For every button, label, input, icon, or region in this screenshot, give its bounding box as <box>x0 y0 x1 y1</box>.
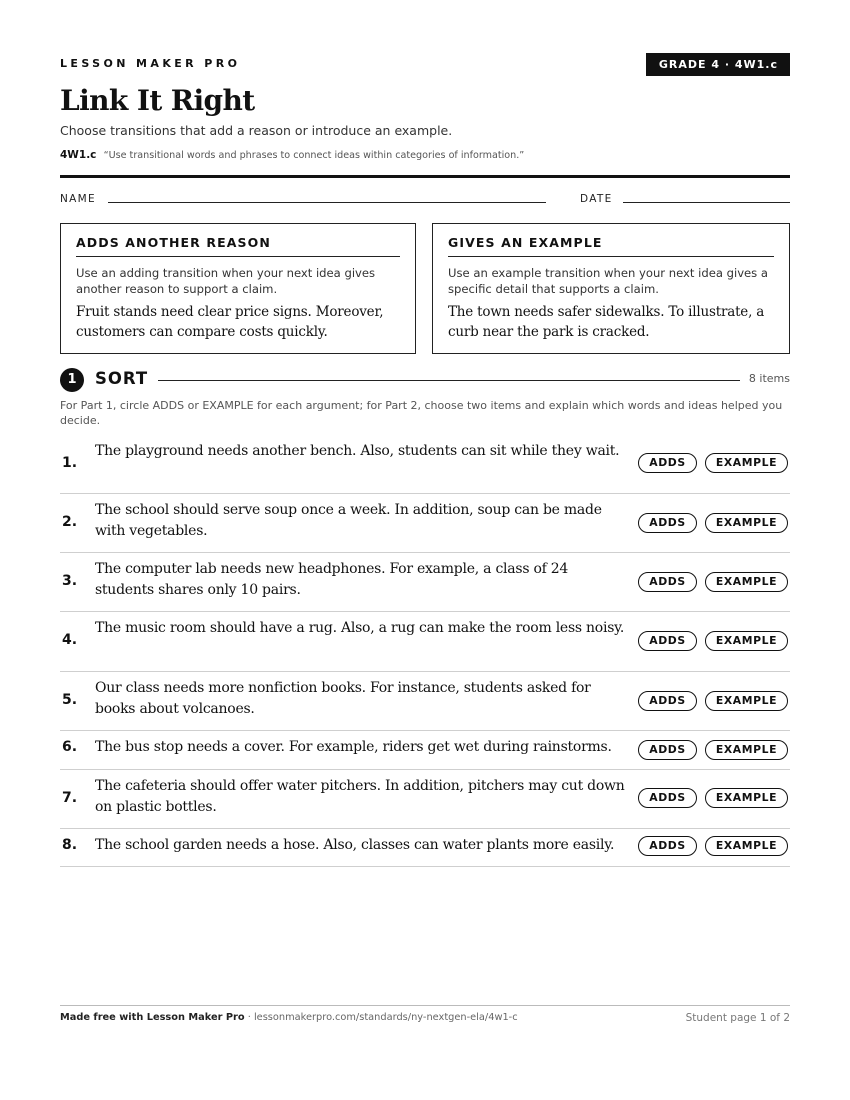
example-choice-button[interactable]: EXAMPLE <box>705 836 788 856</box>
example-choice-button[interactable]: EXAMPLE <box>705 631 788 651</box>
item-number: 6. <box>62 739 78 755</box>
page-title: Link It Right <box>60 84 255 117</box>
item-number: 7. <box>62 790 78 806</box>
list-item <box>60 553 790 612</box>
standard-text: “Use transitional words and phrases to connect ideas within categories of information.” <box>103 150 525 161</box>
item-number: 2. <box>62 514 78 530</box>
adds-choice-button[interactable]: ADDS <box>638 572 697 592</box>
list-item <box>60 829 790 867</box>
example-choice-button[interactable]: EXAMPLE <box>705 740 788 760</box>
example-choice-button[interactable]: EXAMPLE <box>705 691 788 711</box>
adds-choice-button[interactable]: ADDS <box>638 740 697 760</box>
header-divider <box>60 175 790 178</box>
list-item <box>60 672 790 731</box>
item-text: The school garden needs a hose. Also, classes can water plants more easily. <box>95 837 615 853</box>
rule-box-example: Fruit stands need clear price signs. Moreover, customers can compare costs quickly. <box>76 304 384 340</box>
rule-box-description: Use an adding transition when your next idea gives another reason to support a claim. <box>76 266 376 296</box>
section-title: SORT <box>95 369 149 388</box>
item-text: The music room should have a rug. Also, a rug can make the room less noisy. <box>95 620 625 636</box>
adds-choice-button[interactable]: ADDS <box>638 836 697 856</box>
footer-divider <box>60 1005 790 1006</box>
item-number: 8. <box>62 837 78 853</box>
rule-box-gives-example <box>432 223 790 354</box>
list-item <box>60 494 790 553</box>
footer-credit <box>60 1012 518 1023</box>
example-choice-button[interactable]: EXAMPLE <box>705 572 788 592</box>
adds-choice-button[interactable]: ADDS <box>638 453 697 473</box>
item-text: Our class needs more nonfiction books. For instance, students asked for books about volcanoes. <box>95 680 591 717</box>
footer-made-with: Made free with Lesson Maker Pro <box>60 1012 245 1023</box>
page-subtitle: Choose transitions that add a reason or introduce an example. <box>60 123 453 138</box>
name-field[interactable] <box>108 202 546 203</box>
list-item <box>60 770 790 829</box>
rule-box-example: The town needs safer sidewalks. To illustrate, a curb near the park is cracked. <box>448 304 765 340</box>
worksheet-page <box>60 0 790 1100</box>
rule-box-adds-reason <box>60 223 416 354</box>
rule-box-description: Use an example transition when your next idea gives a specific detail that supports a claim. <box>448 266 769 296</box>
rule-box-title: GIVES AN EXAMPLE <box>448 235 774 257</box>
adds-choice-button[interactable]: ADDS <box>638 691 697 711</box>
standard-code: 4W1.c <box>60 149 97 161</box>
section-header <box>60 368 790 392</box>
list-item <box>60 612 790 672</box>
standard-line <box>60 149 524 161</box>
name-label: NAME <box>60 193 96 205</box>
adds-choice-button[interactable]: ADDS <box>638 788 697 808</box>
item-text: The playground needs another bench. Also, students can sit while they wait. <box>95 443 620 459</box>
section-divider <box>158 380 740 381</box>
section-instructions: For Part 1, circle ADDS or EXAMPLE for each argument; for Part 2, choose two items and explain which words and ideas helped you decide. <box>60 399 783 427</box>
example-choice-button[interactable]: EXAMPLE <box>705 453 788 473</box>
item-text: The school should serve soup once a week. In addition, soup can be made with vegetables. <box>95 502 602 539</box>
rule-box-title: ADDS ANOTHER REASON <box>76 235 400 257</box>
example-choice-button[interactable]: EXAMPLE <box>705 788 788 808</box>
footer-page-number: Student page 1 of 2 <box>685 1012 790 1024</box>
item-text: The bus stop needs a cover. For example, riders get wet during rainstorms. <box>95 739 612 755</box>
adds-choice-button[interactable]: ADDS <box>638 513 697 533</box>
item-text: The computer lab needs new headphones. For example, a class of 24 students shares only 10 pairs. <box>95 561 569 598</box>
grade-badge: GRADE 4 · 4W1.c <box>646 53 790 76</box>
date-label: DATE <box>580 193 613 205</box>
list-item <box>60 434 790 494</box>
list-item <box>60 731 790 770</box>
item-number: 1. <box>62 455 78 471</box>
item-text: The cafeteria should offer water pitchers. In addition, pitchers may cut down on plastic bottles. <box>95 778 625 815</box>
footer-url: · lessonmakerpro.com/standards/ny-nextgen-ela/4w1-c <box>244 1012 518 1023</box>
date-field[interactable] <box>623 202 790 203</box>
item-list <box>60 434 790 867</box>
example-choice-button[interactable]: EXAMPLE <box>705 513 788 533</box>
item-number: 5. <box>62 692 78 708</box>
brand-name: LESSON MAKER PRO <box>60 57 241 70</box>
adds-choice-button[interactable]: ADDS <box>638 631 697 651</box>
section-number-badge: 1 <box>60 368 84 392</box>
item-number: 4. <box>62 632 78 648</box>
item-number: 3. <box>62 573 78 589</box>
section-item-count: 8 items <box>748 372 790 385</box>
